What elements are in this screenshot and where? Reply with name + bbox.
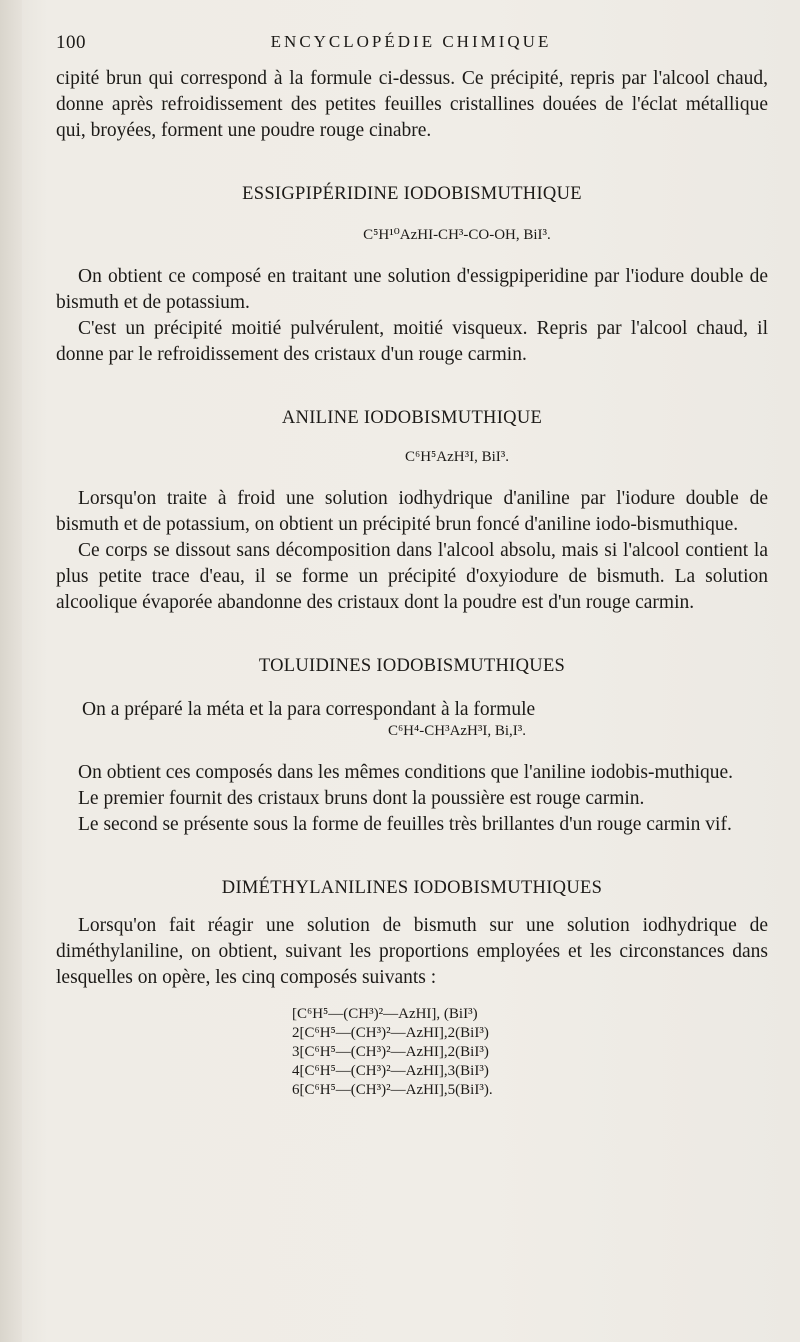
section-title-essigpiperidine: ESSIGPIPÉRIDINE IODOBISMUTHIQUE <box>242 184 582 204</box>
paragraph: Le premier fournit des cristaux bruns dont la poussière est rouge carmin. <box>78 788 645 809</box>
paragraph: Lorsqu'on fait réagir une solution de bismuth sur une solution iodhydrique de diméthylaniline, on obtient, suivant les proportions employées et les circonstances dans lesquelles on opère, les cinq composés suivants : <box>56 915 768 988</box>
running-title: ENCYCLOPÉDIE CHIMIQUE <box>270 32 552 51</box>
intro-paragraph: cipité brun qui correspond à la formule ci-dessus. Ce précipité, repris par l'alcool chaud, donne après refroidissement des petites feuilles cristallines douées de l'éclat métallique qui, broyées, forment une poudre rouge cinabre. <box>56 68 768 141</box>
formula-aniline: C⁶H⁵AzH³I, BiI³. <box>404 449 510 465</box>
page-header <box>56 32 766 56</box>
page-number: 100 <box>56 32 86 53</box>
paragraph: On obtient ce composé en traitant une solution d'essigpiperidine par l'iodure double de bismuth et de potassium. <box>56 266 768 313</box>
formula-toluidines: C⁶H⁴-CH³AzH³I, Bi,I³. <box>387 723 527 739</box>
section-title-dimethylanilines: DIMÉTHYLANILINES IODOBISMUTHIQUES <box>221 878 603 898</box>
formula-line: 2[C⁶H⁵—(CH³)²—AzHI],2(BiI³) <box>292 1025 489 1041</box>
paragraph: C'est un précipité moitié pulvérulent, moitié visqueux. Repris par l'alcool chaud, il donne par le refroidissement des cristaux d'un rouge carmin. <box>56 318 768 365</box>
formula-line: 4[C⁶H⁵—(CH³)²—AzHI],3(BiI³) <box>292 1063 489 1079</box>
section-title-toluidines: TOLUIDINES IODOBISMUTHIQUES <box>258 656 566 676</box>
formula-line: 3[C⁶H⁵—(CH³)²—AzHI],2(BiI³) <box>292 1044 489 1060</box>
formula-list <box>272 1005 552 1100</box>
paragraph: On obtient ces composés dans les mêmes conditions que l'aniline iodobis-muthique. <box>78 762 734 783</box>
paragraph: Lorsqu'on traite à froid une solution iodhydrique d'aniline par l'iodure double de bismuth et de potassium, on obtient un précipité brun foncé d'aniline iodo-bismuthique. <box>56 488 768 535</box>
page-body <box>56 66 768 1100</box>
page-edge-bleed <box>0 0 22 1342</box>
paragraph: On a préparé la méta et la para correspondant à la formule <box>82 699 536 720</box>
formula-line: [C⁶H⁵—(CH³)²—AzHI], (BiI³) <box>292 1006 478 1022</box>
paragraph: Ce corps se dissout sans décomposition dans l'alcool absolu, mais si l'alcool contient la plus petite trace d'eau, il se forme un précipité d'oxyiodure de bismuth. La solution alcoolique évaporée abandonne des cristaux dont la poudre est d'un rouge carmin. <box>56 540 768 613</box>
section-title-aniline: ANILINE IODOBISMUTHIQUE <box>281 408 543 428</box>
paragraph: Le second se présente sous la forme de feuilles très brillantes d'un rouge carmin vif. <box>78 814 732 835</box>
formula-line: 6[C⁶H⁵—(CH³)²—AzHI],5(BiI³). <box>292 1082 493 1098</box>
formula-essigpiperidine: C⁵H¹⁰AzHI-CH³-CO-OH, BiI³. <box>363 227 551 243</box>
